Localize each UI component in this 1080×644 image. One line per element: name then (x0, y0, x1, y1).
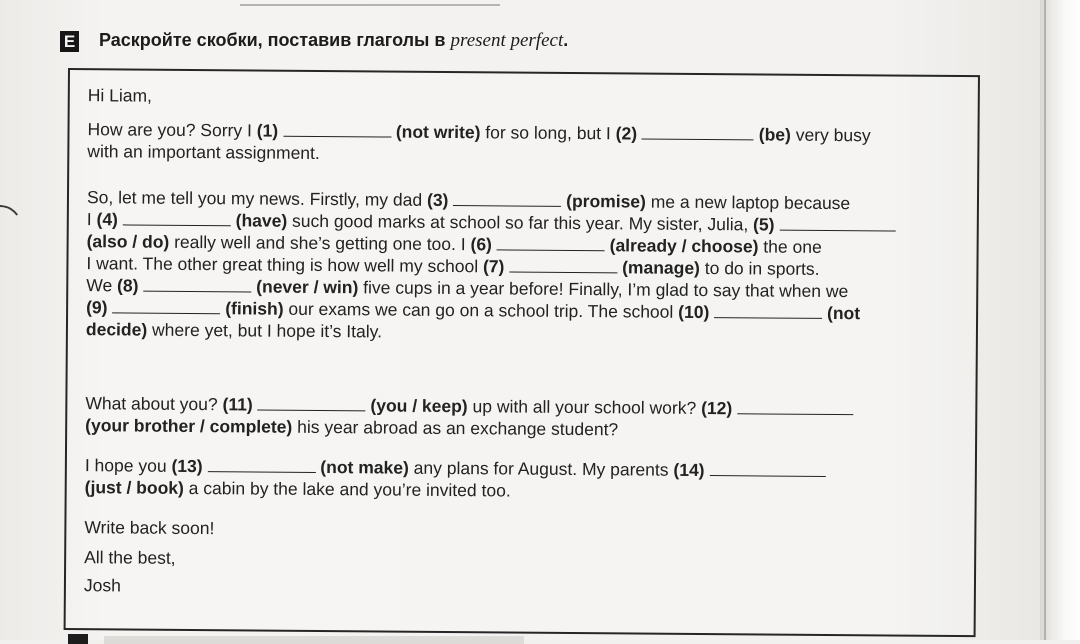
instruction-italic: present perfect (450, 30, 564, 51)
answer-blank-7[interactable] (509, 255, 617, 273)
paragraph-line: I want. The other great thing is how well my school (7) (manage) to do in sports. (86, 253, 820, 279)
exercise-header (60, 30, 568, 52)
answer-blank-2[interactable] (642, 123, 754, 141)
previous-exercise-remnant (240, 0, 500, 6)
paragraph-line: We (8) (never / win) five cups in a year before! Finally, I’m glad to say that when we (86, 275, 849, 302)
spine-shadow-line (1044, 0, 1046, 640)
closing-line-1: Write back soon! (84, 517, 215, 539)
next-exercise-badge-remnant (68, 634, 88, 644)
paragraph-line: (your brother / complete) his year abroad as an exchange student? (85, 415, 619, 440)
answer-blank-4[interactable] (123, 208, 231, 226)
paragraph-4 (85, 454, 826, 504)
answer-blank-10[interactable] (714, 301, 822, 319)
answer-blank-6[interactable] (497, 233, 605, 251)
paragraph-line: What about you? (11) (you / keep) up with all your school work? (12) (85, 392, 853, 420)
answer-blank-5[interactable] (779, 214, 895, 232)
exercise-instruction (99, 30, 568, 52)
answer-blank-14[interactable] (709, 459, 825, 477)
answer-blank-11[interactable] (258, 393, 366, 411)
paragraph-line: with an important assignment. (87, 141, 320, 163)
exercise-letter-badge: E (60, 31, 79, 52)
answer-blank-8[interactable] (143, 275, 251, 293)
paragraph-line: (just / book) a cabin by the lake and you’re invited too. (84, 477, 511, 501)
paragraph-2 (86, 186, 896, 346)
answer-blank-9[interactable] (112, 296, 220, 314)
answer-blank-3[interactable] (453, 189, 561, 207)
answer-blank-1[interactable] (283, 120, 391, 138)
paragraph-line: I hope you (13) (not make) any plans for August. My parents (14) (85, 454, 826, 482)
paragraph-line: decide) where yet, but I hope it’s Italy. (85, 319, 383, 342)
closing-line-2: All the best, (84, 547, 176, 568)
signature: Josh (83, 575, 121, 596)
paragraph-3 (85, 392, 853, 442)
answer-blank-12[interactable] (737, 397, 853, 415)
greeting: Hi Liam, (87, 85, 153, 106)
paragraph-line: How are you? Sorry I (1) (not write) for so long, but I (2) (be) very busy (87, 119, 871, 146)
book-spine (1040, 0, 1080, 640)
paragraph-line: (9) (finish) our exams we can go on a school trip. The school (10) (not (86, 297, 861, 324)
paragraph-1 (87, 118, 870, 168)
letter-box (64, 68, 980, 637)
paragraph-line: (also / do) really well and she’s getting one too. I (6) (already / choose) the one (86, 231, 822, 257)
next-exercise-text-remnant (104, 636, 524, 644)
paragraph-line: So, let me tell you my news. Firstly, my dad (3) (promise) me a new laptop because (86, 187, 851, 214)
answer-blank-13[interactable] (207, 455, 315, 473)
instruction-end: . (563, 30, 569, 50)
instruction-text: Раскройте скобки, поставив глаголы в (99, 30, 451, 50)
paragraph-line: I (4) (have) such good marks at school so far this year. My sister, Julia, (5) (87, 208, 896, 236)
